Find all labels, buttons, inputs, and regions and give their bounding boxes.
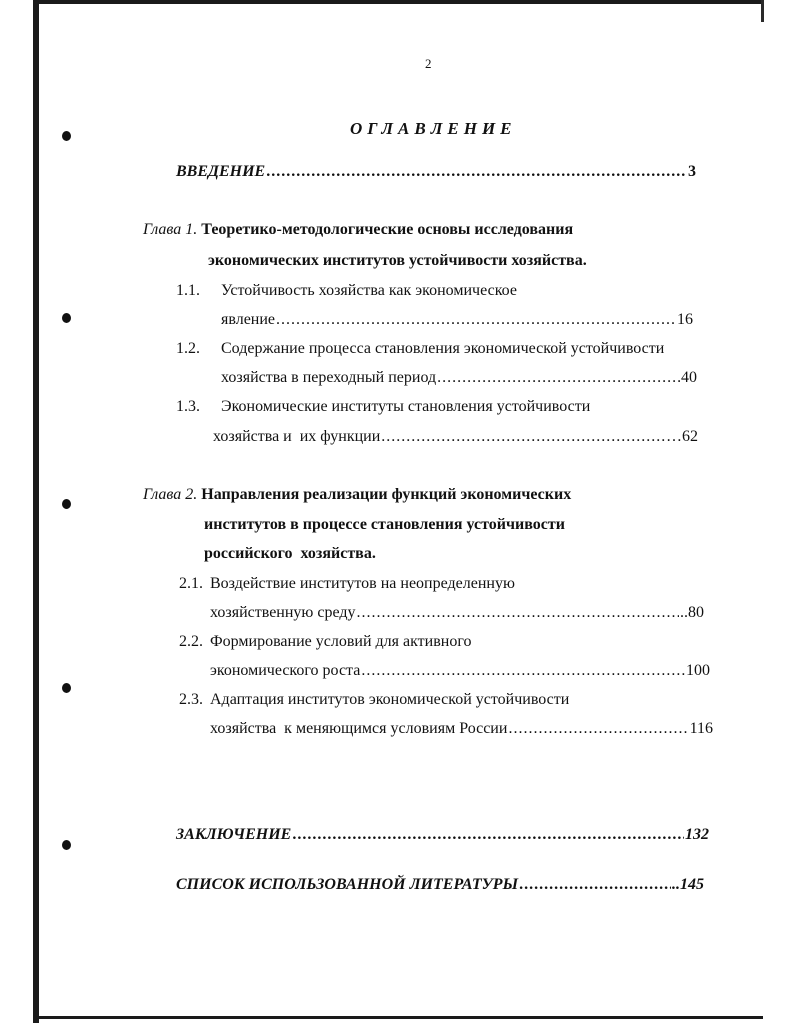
section-title-line1: Устойчивость хозяйства как экономическое (221, 282, 517, 299)
section-number: 1.1. (176, 282, 200, 299)
section-number: 1.2. (176, 340, 200, 357)
chapter-2-heading (143, 486, 571, 504)
chapter-1-title-line2: экономических институтов устойчивости хозяйства. (208, 252, 587, 269)
page-number: 2 (425, 56, 432, 71)
toc-entry-page: ..80 (680, 604, 704, 621)
toc-entry-label: хозяйственную среду (210, 604, 356, 621)
chapter-2-title-line2: институтов в процессе становления устойчивости (204, 516, 565, 533)
leader-dots (276, 311, 676, 329)
section-title-line1: Воздействие институтов на неопределенную (210, 575, 515, 592)
toc-entry-conclusion[interactable] (176, 826, 709, 844)
toc-entry-page: 132 (685, 826, 709, 843)
toc-title: ОГЛАВЛЕНИЕ (350, 119, 517, 138)
toc-entry-label: СПИСОК ИСПОЛЬЗОВАННОЙ ЛИТЕРАТУРЫ (176, 876, 519, 893)
leader-dots (357, 604, 680, 622)
chapter-1-title-line1: Теоретико-методологические основы исследования (201, 221, 574, 238)
punch-hole-mark (62, 131, 71, 141)
scan-border-left (33, 0, 39, 1023)
section-number: 2.2. (179, 633, 203, 650)
section-title-line1: Адаптация институтов экономической устойчивости (210, 691, 570, 708)
toc-entry-1-3[interactable] (213, 428, 698, 446)
chapter-1-prefix: Глава 1. (143, 221, 198, 238)
toc-entry-1-2[interactable] (221, 369, 697, 387)
section-title-line1: Формирование условий для активного (210, 633, 472, 650)
punch-hole-mark (62, 683, 71, 693)
toc-entry-label: хозяйства к меняющимся условиям России (210, 720, 508, 737)
toc-entry-page: 40 (681, 369, 697, 386)
section-number: 2.3. (179, 691, 203, 708)
section-title-line1: Содержание процесса становления экономической устойчивости (221, 340, 665, 357)
toc-entry-label: ВВЕДЕНИЕ (176, 163, 266, 180)
scan-border-right (761, 0, 764, 22)
toc-entry-page: …62 (666, 428, 698, 445)
leader-dots (381, 428, 665, 446)
section-number: 2.1. (179, 575, 203, 592)
toc-entry-page: 3 (688, 163, 696, 180)
toc-entry-label: хозяйства и их функции (213, 428, 381, 445)
toc-entry-label: хозяйства в переходный период (221, 369, 437, 386)
toc-entry-2-1[interactable] (210, 604, 704, 622)
chapter-2-prefix: Глава 2. (143, 486, 198, 503)
toc-entry-2-3[interactable] (210, 720, 713, 738)
toc-entry-label: явление (221, 311, 276, 328)
punch-hole-mark (62, 313, 71, 323)
leader-dots (437, 369, 680, 387)
toc-entry-label: ЗАКЛЮЧЕНИЕ (176, 826, 292, 843)
toc-entry-1-1[interactable] (221, 311, 693, 329)
toc-entry-intro[interactable] (176, 163, 696, 181)
scan-border-bottom (33, 1016, 763, 1019)
leader-dots (292, 826, 684, 844)
leader-dots (361, 662, 685, 680)
toc-entry-page: 116 (689, 720, 713, 737)
toc-entry-page: ..145 (672, 876, 704, 893)
toc-entry-references[interactable] (176, 876, 704, 894)
toc-entry-page: 100 (686, 662, 710, 679)
toc-entry-page: 16 (677, 311, 693, 328)
toc-entry-2-2[interactable] (210, 662, 710, 680)
section-number: 1.3. (176, 398, 200, 415)
leader-dots (508, 720, 688, 738)
chapter-1-heading (143, 221, 573, 239)
leader-dots (266, 163, 687, 181)
scan-border-top (33, 0, 763, 4)
chapter-2-title-line1: Направления реализации функций экономических (201, 486, 572, 503)
toc-entry-label: экономического роста (210, 662, 361, 679)
punch-hole-mark (62, 840, 71, 850)
punch-hole-mark (62, 499, 71, 509)
section-title-line1: Экономические институты становления устойчивости (221, 398, 591, 415)
leader-dots (519, 876, 671, 894)
chapter-2-title-line3: российского хозяйства. (204, 545, 376, 562)
